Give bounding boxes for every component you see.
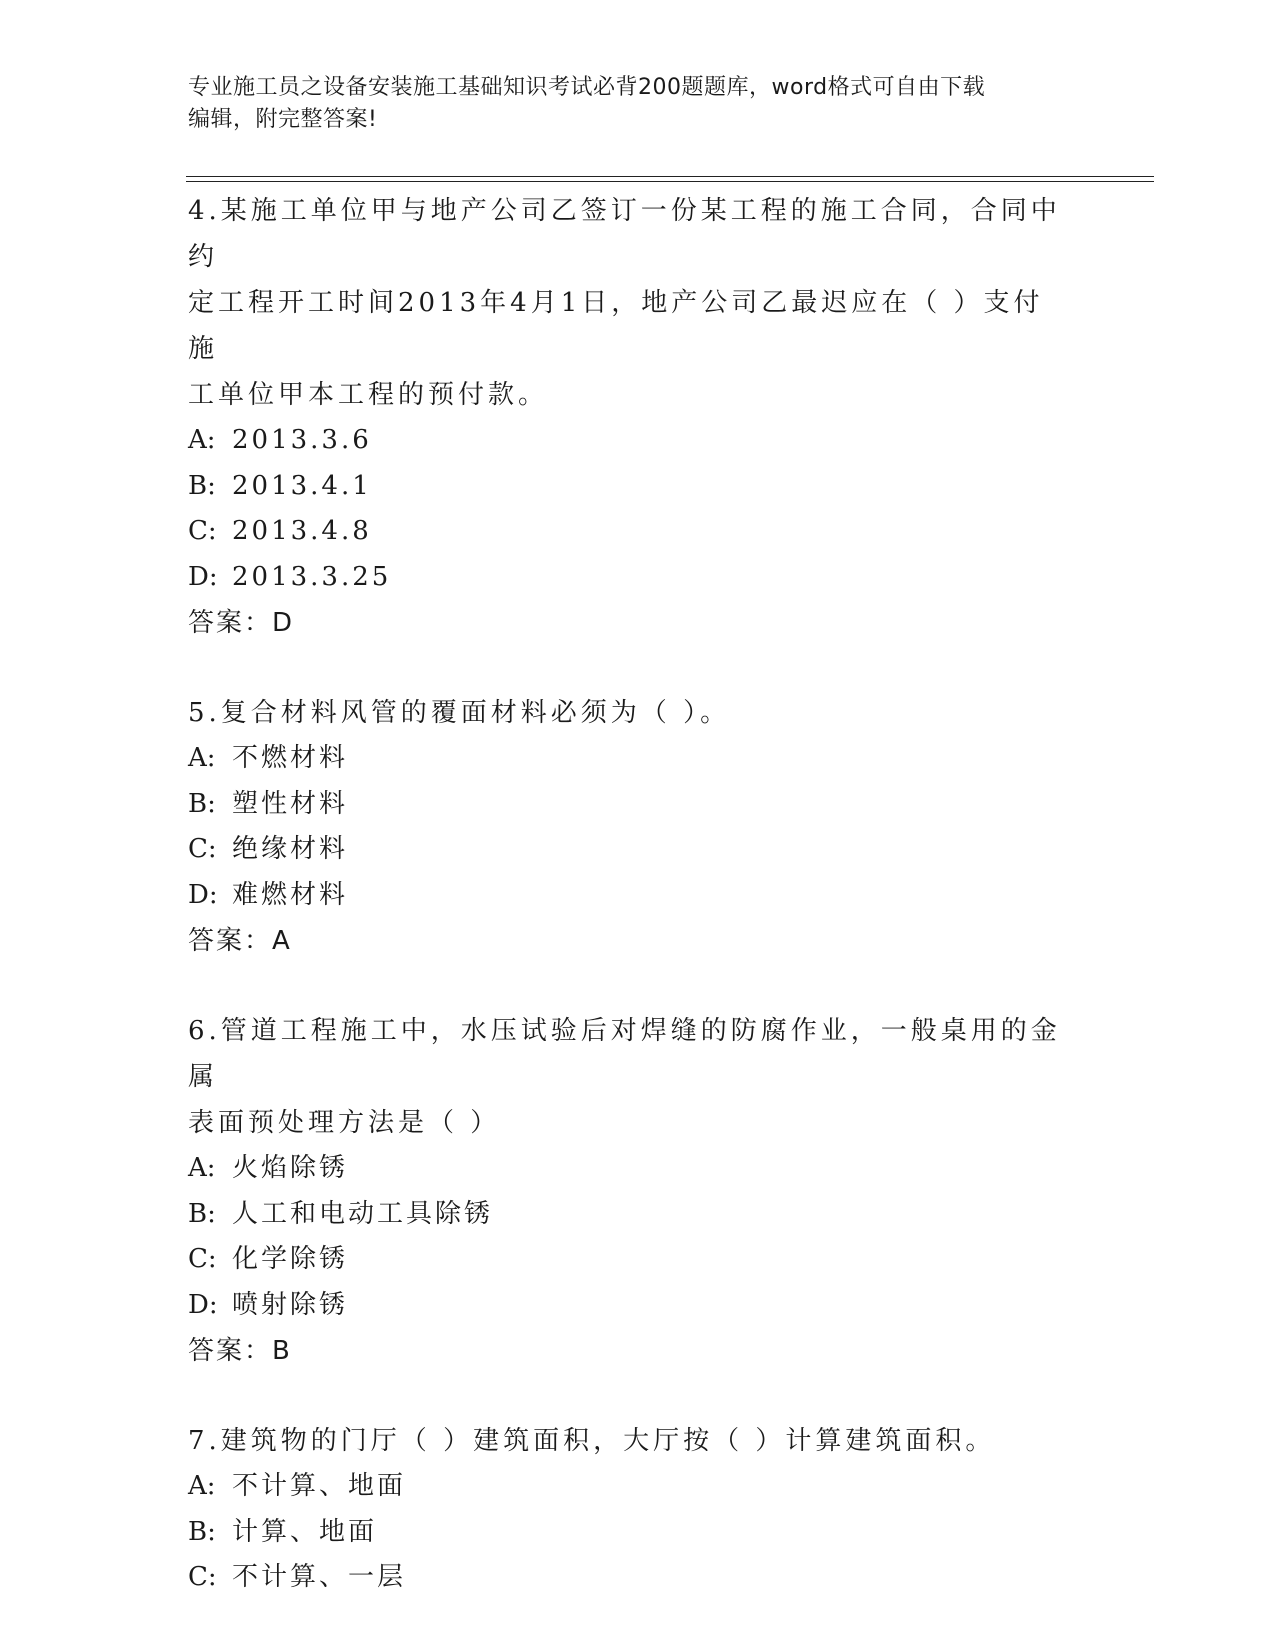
option-text: 2013.4.8 — [232, 516, 372, 546]
option-letter: A: — [188, 1471, 216, 1501]
option-b — [188, 782, 1068, 828]
option-letter: A: — [188, 425, 216, 455]
option-letter: C: — [188, 516, 217, 546]
question-stem-line: 4.某施工单位甲与地产公司乙签订一份某工程的施工合同，合同中约 — [188, 196, 1061, 272]
option-text: 人工和电动工具除锈 — [232, 1198, 494, 1229]
option-letter: B: — [188, 788, 216, 819]
option-letter: B: — [188, 1516, 216, 1547]
option-letter: C: — [188, 1562, 217, 1592]
option-letter: B: — [188, 1198, 216, 1229]
option-text: 塑性材料 — [232, 788, 349, 819]
header-divider-bottom — [186, 181, 1154, 182]
answer-line: 答案：A — [188, 926, 292, 956]
option-letter: D: — [188, 1289, 218, 1320]
option-text: 不燃材料 — [232, 743, 349, 773]
header-divider-top — [186, 176, 1154, 177]
option-text: 化学除锈 — [232, 1244, 349, 1274]
option-text: 难燃材料 — [232, 879, 349, 910]
answer-line: 答案：B — [188, 1336, 292, 1366]
option-d — [188, 555, 1068, 601]
option-d — [188, 873, 1068, 919]
option-letter: A: — [188, 743, 216, 773]
option-text: 火焰除锈 — [232, 1153, 349, 1183]
option-letter: C: — [188, 1244, 217, 1274]
question-stem-line: 表面预处理方法是（ ） — [188, 1108, 501, 1138]
answer-line: 答案：D — [188, 608, 295, 638]
option-text: 不计算、地面 — [232, 1471, 407, 1501]
option-letter: B: — [188, 470, 216, 501]
option-text: 绝缘材料 — [232, 834, 349, 864]
option-text: 2013.3.6 — [232, 425, 372, 455]
question-6 — [188, 1008, 1068, 1374]
header-line-2: 编辑，附完整答案! — [188, 107, 378, 132]
option-letter: D: — [188, 879, 218, 910]
option-d — [188, 1283, 1068, 1329]
option-b — [188, 1510, 1068, 1556]
option-c — [188, 1237, 1068, 1283]
option-a — [188, 418, 1068, 464]
question-stem-line: 工单位甲本工程的预付款。 — [188, 380, 549, 410]
question-stem-line: 7.建筑物的门厅（ ）建筑面积，大厅按（ ）计算建筑面积。 — [188, 1426, 996, 1456]
option-c — [188, 827, 1068, 873]
question-list — [188, 188, 1068, 1645]
header-line-1: 专业施工员之设备安装施工基础知识考试必背200题题库，word格式可自由下载 — [188, 75, 986, 100]
option-text: 不计算、一层 — [232, 1562, 407, 1592]
question-5 — [188, 690, 1068, 964]
option-a — [188, 1464, 1068, 1510]
option-text: 喷射除锈 — [232, 1289, 349, 1320]
option-c — [188, 1555, 1068, 1601]
option-a — [188, 736, 1068, 782]
question-stem-line: 5.复合材料风管的覆面材料必须为（ ）。 — [188, 698, 731, 728]
question-stem-line: 定工程开工时间2013年4月1日，地产公司乙最迟应在（ ）支付施 — [188, 288, 1044, 364]
question-stem-line: 6.管道工程施工中，水压试验后对焊缝的防腐作业，一般桌用的金属 — [188, 1016, 1061, 1092]
option-letter: C: — [188, 834, 217, 864]
question-4 — [188, 188, 1068, 646]
option-text: 2013.4.1 — [232, 470, 372, 501]
question-7 — [188, 1418, 1068, 1601]
option-a — [188, 1146, 1068, 1192]
option-b — [188, 464, 1068, 510]
option-b — [188, 1192, 1068, 1238]
option-letter: A: — [188, 1153, 216, 1183]
document-header — [188, 72, 1068, 136]
option-text: 2013.3.25 — [232, 561, 392, 592]
option-text: 计算、地面 — [232, 1516, 378, 1547]
option-letter: D: — [188, 561, 218, 592]
option-c — [188, 509, 1068, 555]
